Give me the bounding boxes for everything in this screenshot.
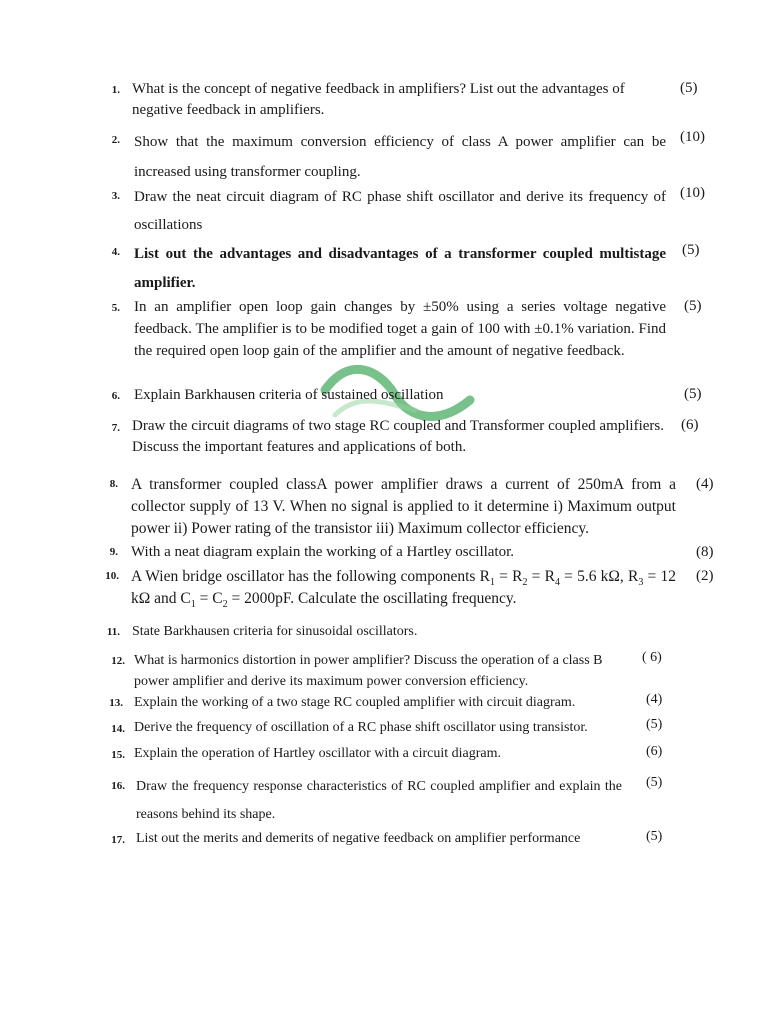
question-marks: (5) [682,242,700,258]
question-text: A transformer coupled classA power amplifier draws a current of 250mA from a collector supply of 13 V. When no signal is applied to it determine i) Maximum output power ii) Power rating of the transistor iii) Maximum collector efficiency. [131,476,676,537]
question-marks: (10) [680,129,705,145]
question-number: 8. [109,478,118,490]
question-number: 3. [111,190,120,202]
question-marks: (5) [646,775,663,790]
question-marks: (6) [646,744,663,759]
question-number: 15. [111,749,125,761]
question-text: List out the merits and demerits of negative feedback on amplifier performance [136,831,581,846]
question-text: Show that the maximum conversion efficiency of class A power amplifier can be increased using transformer coupling. [134,134,666,180]
question-number: 10. [105,570,119,582]
question-text: State Barkhausen criteria for sinusoidal oscillators. [132,624,418,639]
question-marks: (5) [646,717,663,732]
question-text: Explain Barkhausen criteria of sustained oscillation [134,387,444,403]
question-text: A Wien bridge oscillator has the following components $R_1 = R_2 = R_4 = 5.6$ kΩ, $R_3 = 12$ kΩ and $C_1 = C_2 = 2000pF$. Calculate the oscillating frequency. [131,568,676,611]
question-number: 7. [111,422,120,434]
question-marks: (5) [684,298,702,314]
question-number: 13. [109,697,123,709]
question-text: With a neat diagram explain the working of a Hartley oscillator. [131,544,515,560]
question-text: Explain the working of a two stage RC coupled amplifier with circuit diagram. [134,695,576,710]
question-text: In an amplifier open loop gain changes by ±50% using a series voltage negative feedback. The amplifier is to be modified toget a gain of 100 with ±0.1% variation. Find the required open loop gain of the amplifier and the amount of negative feedback. [134,299,666,359]
question-text: Draw the circuit diagrams of two stage RC coupled and Transformer coupled amplifiers. Discuss the important features and applications of both. [132,418,664,455]
question-marks: (8) [696,544,714,560]
question-marks: (4) [696,476,714,492]
question-number: 6. [111,390,120,402]
question-text: Draw the neat circuit diagram of RC phase shift oscillator and derive its frequency of oscillations [134,189,666,233]
question-marks: (5) [646,829,663,844]
question-marks: (2) [696,568,714,584]
question-number: 17. [111,834,125,846]
question-number: 4. [111,246,120,258]
question-number: 2. [111,134,120,146]
question-text: What is harmonics distortion in power amplifier? Discuss the operation of a class B power amplifier and derive its maximum power conversion efficiency. [134,653,603,689]
question-marks: ( 6) [642,650,662,665]
question-text: Explain the operation of Hartley oscillator with a circuit diagram. [134,746,501,761]
question-marks: (4) [646,692,663,707]
question-text: Derive the frequency of oscillation of a RC phase shift oscillator using transistor. [134,720,588,735]
question-number: 14. [111,723,125,735]
question-number: 11. [106,626,120,638]
question-marks: (6) [681,417,699,433]
question-number: 12. [111,655,125,667]
question-number: 1. [111,84,120,96]
question-number: 16. [111,780,125,792]
question-number: 9. [109,546,118,558]
question-text: What is the concept of negative feedback in amplifiers? List out the advantages of negative feedback in amplifiers. [132,81,625,118]
question-number: 5. [111,302,120,314]
question-text: List out the advantages and disadvantages of a transformer coupled multistage amplifier. [134,246,666,291]
question-marks: (5) [684,386,702,402]
question-marks: (10) [680,185,705,201]
question-text: Draw the frequency response characteristics of RC coupled amplifier and explain the reasons behind its shape. [136,779,622,822]
question-marks: (5) [680,80,698,96]
